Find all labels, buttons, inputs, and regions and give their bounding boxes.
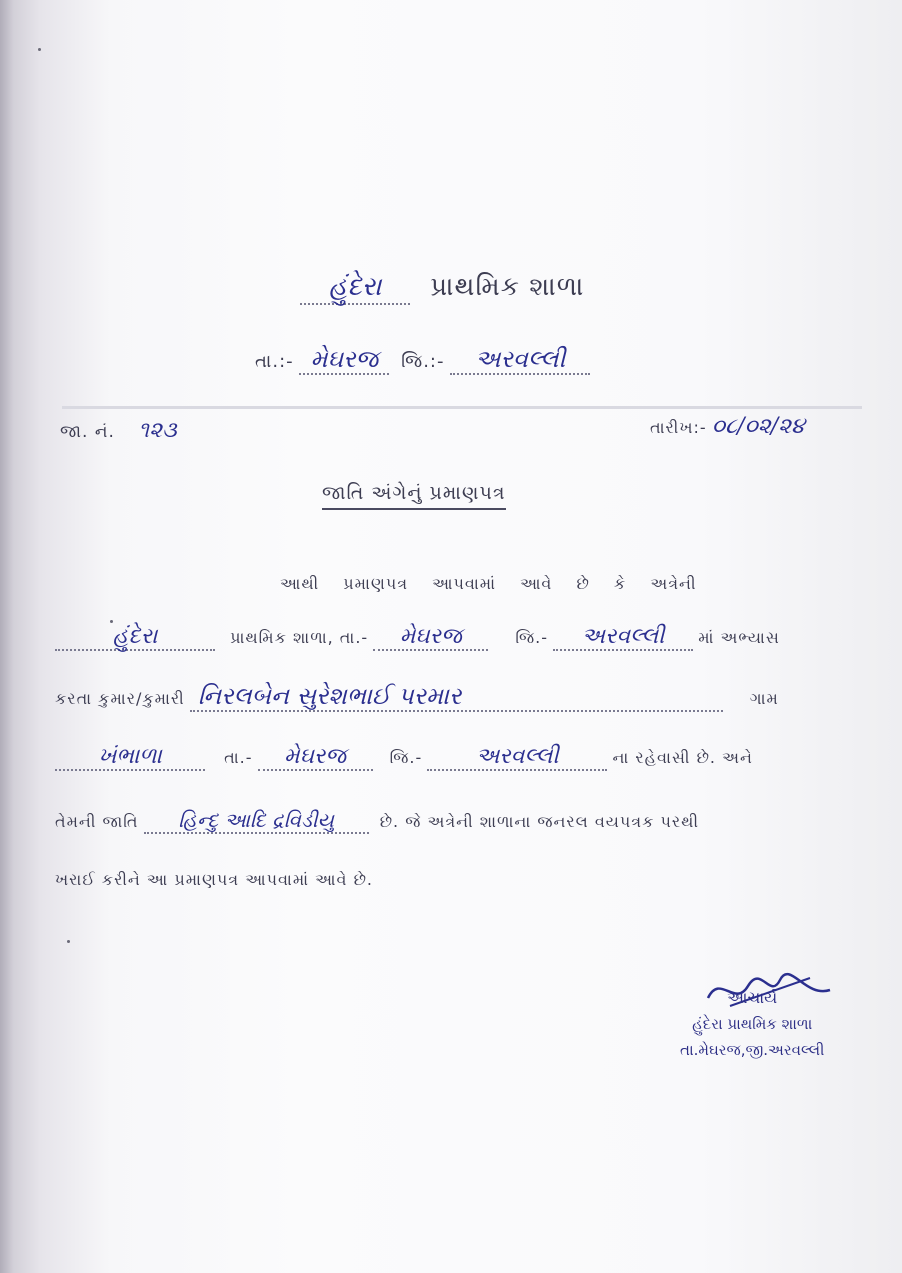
body-line-6: ખરાઈ કરીને આ પ્રમાણપત્ર આપવામાં આવે છે. [55, 870, 374, 889]
outward-number [60, 418, 177, 443]
outward-value: ૧૨૩ [138, 418, 177, 443]
stamp-school: હુંદેરા પ્રાથમિક શાળા [692, 1015, 813, 1033]
body-line-4 [55, 744, 753, 771]
header-divider [62, 406, 862, 409]
body-text-2b: જિ.- [515, 628, 548, 647]
district-field: અરવલ્લી [553, 624, 693, 651]
caste-field: હિન્દુ આદિ દ્રવિડીયુ [144, 808, 369, 834]
body-text-5b: છે. જે અત્રેની શાળાના જનરલ વયપત્રક પરથી [379, 812, 700, 831]
body-text-3a: કરતા કુમાર/કુમારી [55, 689, 185, 708]
body-text-4a: તા.- [224, 748, 253, 767]
outward-label: જા. નં. [60, 422, 115, 442]
scan-speck [38, 48, 41, 51]
body-text-5a: તેમની જાતિ [55, 812, 139, 831]
school-type: પ્રાથમિક શાળા [430, 272, 585, 302]
district-field-2: અરવલ્લી [427, 744, 607, 771]
date-value: ૦૮/૦૨/૨૪ [711, 414, 805, 439]
body-line-3 [55, 682, 779, 712]
body-text-2c: માં અભ્યાસ [698, 628, 780, 647]
taluka-prefix: તા.:- [255, 351, 294, 372]
body-text-4c: ના રહેવાસી છે. અને [612, 748, 753, 767]
stamp-designation: આચાર્ય [727, 988, 778, 1007]
district-handwritten: અરવલ્લી [450, 345, 590, 375]
school-header [300, 272, 584, 305]
taluka-handwritten: મેઘરજ [299, 345, 389, 375]
body-text-4b: જિ.- [389, 748, 423, 767]
village-field: ખંભાળા [55, 744, 205, 771]
taluka-field: મેઘરજ [373, 624, 488, 651]
school-name-field: હુંદેરા [55, 624, 215, 651]
scan-shadow [0, 0, 14, 1273]
scan-speck [67, 940, 70, 943]
certificate-title: જાતિ અંગેનું પ્રમાણપત્ર [322, 482, 506, 510]
student-name-field: નિરલબેન સુરેશભાઈ પરમાર [190, 682, 723, 712]
school-name-handwritten: હુંદેરા [300, 272, 410, 305]
body-text-2a: પ્રાથમિક શાળા, તા.- [230, 628, 369, 647]
stamp-block [680, 985, 824, 1063]
stamp-address: તા.મેઘરજ,જી.અરવલ્લી [680, 1041, 825, 1059]
address-line [255, 345, 590, 375]
district-prefix: જિ.:- [401, 351, 445, 372]
body-text-3b: ગામ [749, 689, 779, 708]
scan-speck [110, 620, 113, 623]
taluka-field-2: મેઘરજ [258, 744, 373, 771]
date-field [650, 414, 805, 439]
body-line-1: આથી પ્રમાણપત્ર આપવામાં આવે છે કે અત્રેની [280, 574, 697, 593]
body-line-5 [55, 808, 699, 834]
body-line-2 [55, 624, 780, 651]
date-label: તારીખ:- [650, 418, 707, 437]
